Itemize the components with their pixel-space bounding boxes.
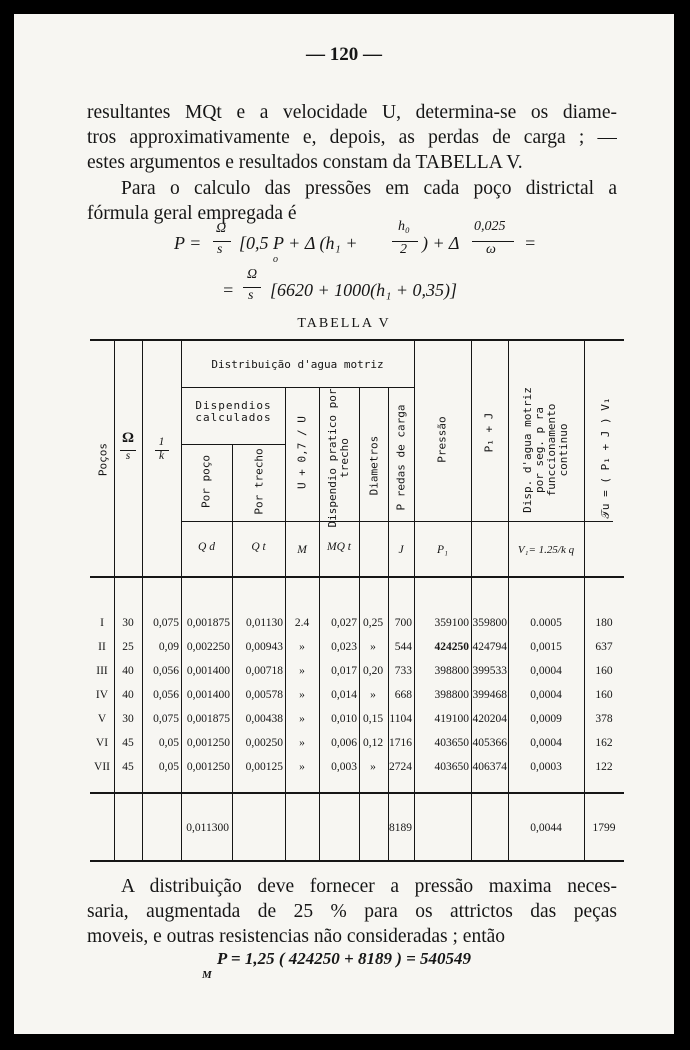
table-cell-k: 0,05 (158, 761, 179, 773)
paragraph-pressure (87, 176, 617, 226)
table-cell-d: 0,25 (362, 617, 384, 629)
table-cell-qt: 0,00125 (245, 761, 283, 773)
table-cell-pj: 399468 (472, 689, 507, 701)
sym-m: M (297, 544, 307, 556)
paragraph-results (87, 100, 617, 175)
table-cell-d: » (370, 641, 376, 653)
table-cell-qt: 0,00943 (245, 641, 283, 653)
table-cell-os: 40 (122, 689, 134, 701)
table-cell-v: 0,0003 (530, 761, 562, 773)
paragraph-distribution (87, 874, 617, 949)
table-cell-poco: V (97, 713, 107, 725)
table-cell-m: » (299, 713, 305, 725)
col-omega-den: s (125, 450, 131, 462)
table-cell-v: 0,0015 (530, 641, 562, 653)
table-cell-v: 0.0005 (530, 617, 562, 629)
table-cell-v: 0,0004 (530, 737, 562, 749)
col-disp-pratico: Dispendio pratico por trecho (326, 388, 351, 528)
table-cell-qd: 0,001250 (186, 737, 230, 749)
table-title: TABELLA V (297, 316, 391, 331)
sub-group-header: Dispendios calculados (195, 399, 272, 424)
table-cell-pj: 359800 (472, 617, 507, 629)
table-cell-p1: 424250 (434, 641, 469, 653)
total-t: 1799 (592, 822, 616, 834)
table-cell-m: 2.4 (294, 617, 310, 629)
table-cell-d: 0,12 (362, 737, 384, 749)
table-cell-qd: 0,002250 (186, 641, 230, 653)
table-cell-mq: 0,017 (331, 665, 357, 677)
col-omega-num: Ω (121, 430, 134, 446)
final-formula-subscript: M (202, 969, 212, 981)
sym-p1: P₁ (436, 544, 449, 556)
col-k-num: 1 (158, 436, 165, 448)
sym-qd: Q d (198, 541, 215, 553)
sym-mqt: MQ t (327, 541, 351, 553)
table-cell-k: 0,075 (153, 713, 179, 725)
table-cell-os: 30 (122, 617, 134, 629)
table-cell-j: 544 (394, 641, 412, 653)
table-cell-qt: 0,01130 (246, 617, 283, 629)
table-cell-mq: 0,014 (331, 689, 357, 701)
col-diametros: Diametros (367, 435, 381, 496)
col-k-den: k (158, 450, 165, 462)
table-cell-pj: 399533 (472, 665, 507, 677)
table-cell-mq: 0,003 (331, 761, 357, 773)
table-cell-k: 0,05 (158, 737, 179, 749)
total-j: 8189 (389, 822, 412, 834)
table-cell-mq: 0,023 (331, 641, 357, 653)
table-cell-m: » (299, 737, 305, 749)
table-cell-t: 122 (595, 761, 613, 773)
table-cell-d: » (370, 689, 376, 701)
text-line: A distribuição deve fornecer a pressão maxima neces- (121, 876, 617, 897)
table-cell-pj: 406374 (472, 761, 507, 773)
text-line: resultantes MQt e a velocidade U, determina-se os diame- (87, 102, 617, 123)
table-cell-d: » (370, 761, 376, 773)
table-cell-mq: 0,006 (331, 737, 357, 749)
table-cell-os: 25 (122, 641, 134, 653)
table-cell-p1: 403650 (434, 761, 469, 773)
page-number: — 120 — (306, 44, 382, 65)
table-cell-t: 162 (595, 737, 613, 749)
table-cell-os: 45 (122, 737, 134, 749)
table-cell-p1: 359100 (434, 617, 469, 629)
table-cell-j: 2724 (389, 761, 412, 773)
table-cell-v: 0,0009 (530, 713, 562, 725)
text-line: Para o calculo das pressões em cada poço districtal a (121, 178, 617, 199)
col-u-ratio: U + 0,7 / U (295, 416, 309, 489)
table-cell-poco: IV (95, 689, 109, 701)
table-cell-t: 160 (595, 665, 613, 677)
table-cell-os: 30 (122, 713, 134, 725)
table-cell-m: » (299, 761, 305, 773)
table-cell-p1: 419100 (434, 713, 469, 725)
table-cell-qd: 0,001875 (186, 617, 230, 629)
table-cell-poco: VII (94, 761, 110, 773)
sym-qt: Q t (251, 541, 266, 553)
table-cell-m: » (299, 689, 305, 701)
total-qd: 0,011300 (186, 822, 229, 834)
col-p1j: P₁ + J (482, 412, 496, 453)
table-cell-os: 45 (122, 761, 134, 773)
table-cell-v: 0,0004 (530, 665, 562, 677)
table-cell-qd: 0,001400 (186, 665, 230, 677)
text-line: moveis, e outras resistencias não consideradas ; então (87, 926, 506, 947)
text-line: tros approximativamente e, depois, as perdas de carga ; — (87, 127, 617, 148)
col-pocos: Poços (96, 442, 110, 477)
final-formula: P = 1,25 ( 424250 + 8189 ) = 540549 (216, 949, 472, 968)
book-page: — 120 — resultantes MQt e a velocidade U, determina-se os diame- tros approximativamente e, depois, as perdas de carga ; — estes argumentos e resultados constam da TABELLA V. Para o calculo das pressões em cada poço districtal a fórmula geral empregada é P = Ω s [0,5 P + Δ (h₁ + o h₀ 2 ) + Δ 0,025 ω = = Ω s [6620 + 1000(h₁ + 0,35)] TABELLA V Distribuição d'agua motriz Dispendios calculados Poços Ω s 1 k Por poço Por trecho U + 0,7 / U Dispendio pratico por trecho Diametros P redas de carga Pressão P₁ + J Disp. d'agua motriz por seg. p ra funccionamento continuo 𝒯u = ( P₁ + J ) V₁ Q d Q t M MQ t J P₁ V₁= 1.25/k q I 30 0,075 0,001875 0,01130 2.4 0,027 0,25 700 359100 359800 0.0005 180 II 25 0,09 0,002250 0,00943 » 0,023 » 544 424250 424794 0,0015 637 III 40 0,056 0,001400 0,00718 » 0,017 0,20 733 398800 399533 0,0004 160 IV 40 0,056 0,001400 0,00578 » 0,014 » 668 398800 399468 0,0004 160 V 30 0,075 0,001875 0,00438 » 0,010 0,15 1104 419100 420204 0,0009 378 VI 45 0,05 0,001250 0,00250 » 0,006 0,12 1716 403650 405366 0,0004 162 VII 45 0,05 0,001250 0,00125 » 0,003 » 2724 403650 406374 0,0003 122 0,011300 8189 0,0044 1799 A distribuição deve fornecer a pressão maxima neces- saria, augmentada de 25 % para os attrictos das peças moveis, e outras resistencias não consideradas ; então P = 1,25 ( 424250 + 8189 ) = 540549 M (14, 14, 674, 1034)
table-cell-poco: VI (95, 737, 109, 749)
table-cell-mq: 0,010 (331, 713, 357, 725)
text-line: saria, augmentada de 25 % para os attrictos das peças (87, 901, 617, 922)
table-cell-v: 0,0004 (530, 689, 562, 701)
table-cell-pj: 424794 (472, 641, 507, 653)
table-cell-pj: 420204 (472, 713, 507, 725)
table-cell-poco: III (96, 665, 108, 677)
table-cell-t: 180 (595, 617, 613, 629)
table-cell-pj: 405366 (472, 737, 507, 749)
text-line: fórmula geral empregada é (87, 203, 297, 224)
table-cell-qt: 0,00718 (245, 665, 283, 677)
table-cell-k: 0,075 (153, 617, 179, 629)
table-cell-p1: 403650 (434, 737, 469, 749)
table-cell-m: » (299, 665, 305, 677)
table-cell-t: 637 (595, 641, 613, 653)
col-pressao: Pressão (435, 416, 449, 463)
table-cell-poco: II (98, 641, 106, 653)
text-line: estes argumentos e resultados constam da TABELLA V. (87, 152, 523, 173)
table-cell-j: 668 (394, 689, 412, 701)
table-cell-p1: 398800 (434, 665, 469, 677)
table-cell-k: 0,056 (153, 689, 179, 701)
group-header: Distribuição d'agua motriz (211, 358, 384, 371)
sym-j: J (398, 544, 404, 556)
table-cell-qd: 0,001400 (186, 689, 230, 701)
table-cell-qd: 0,001250 (186, 761, 230, 773)
table-cell-t: 160 (595, 689, 613, 701)
total-v: 0,0044 (530, 822, 562, 834)
table-cell-mq: 0,027 (331, 617, 357, 629)
table-cell-qt: 0,00250 (245, 737, 283, 749)
col-perdas: P redas de carga (394, 404, 408, 511)
table-cell-j: 1104 (389, 713, 412, 725)
table-cell-j: 700 (394, 617, 412, 629)
table-cell-k: 0,09 (158, 641, 179, 653)
table-cell-k: 0,056 (153, 665, 179, 677)
table-cell-d: 0,20 (362, 665, 384, 677)
table-cell-poco: I (100, 617, 104, 629)
table-cell-qd: 0,001875 (186, 713, 230, 725)
table-cell-t: 378 (595, 713, 613, 725)
table-cell-d: 0,15 (362, 713, 384, 725)
col-por-trecho: Por trecho (252, 448, 266, 515)
table-cell-j: 1716 (389, 737, 412, 749)
table-cell-qt: 0,00578 (245, 689, 283, 701)
table-cell-m: » (299, 641, 305, 653)
table-cell-p1: 398800 (434, 689, 469, 701)
col-tu: 𝒯u = ( P₁ + J ) V₁ (599, 397, 612, 519)
sym-v1: V₁= 1.25/k q (517, 544, 575, 556)
col-disp-agua: Disp. d'agua motriz por seg. p ra funccionamento continuo (521, 387, 570, 513)
col-por-poco: Por poço (199, 455, 213, 508)
table-cell-os: 40 (122, 665, 134, 677)
table-cell-j: 733 (394, 665, 412, 677)
table-cell-qt: 0,00438 (245, 713, 283, 725)
